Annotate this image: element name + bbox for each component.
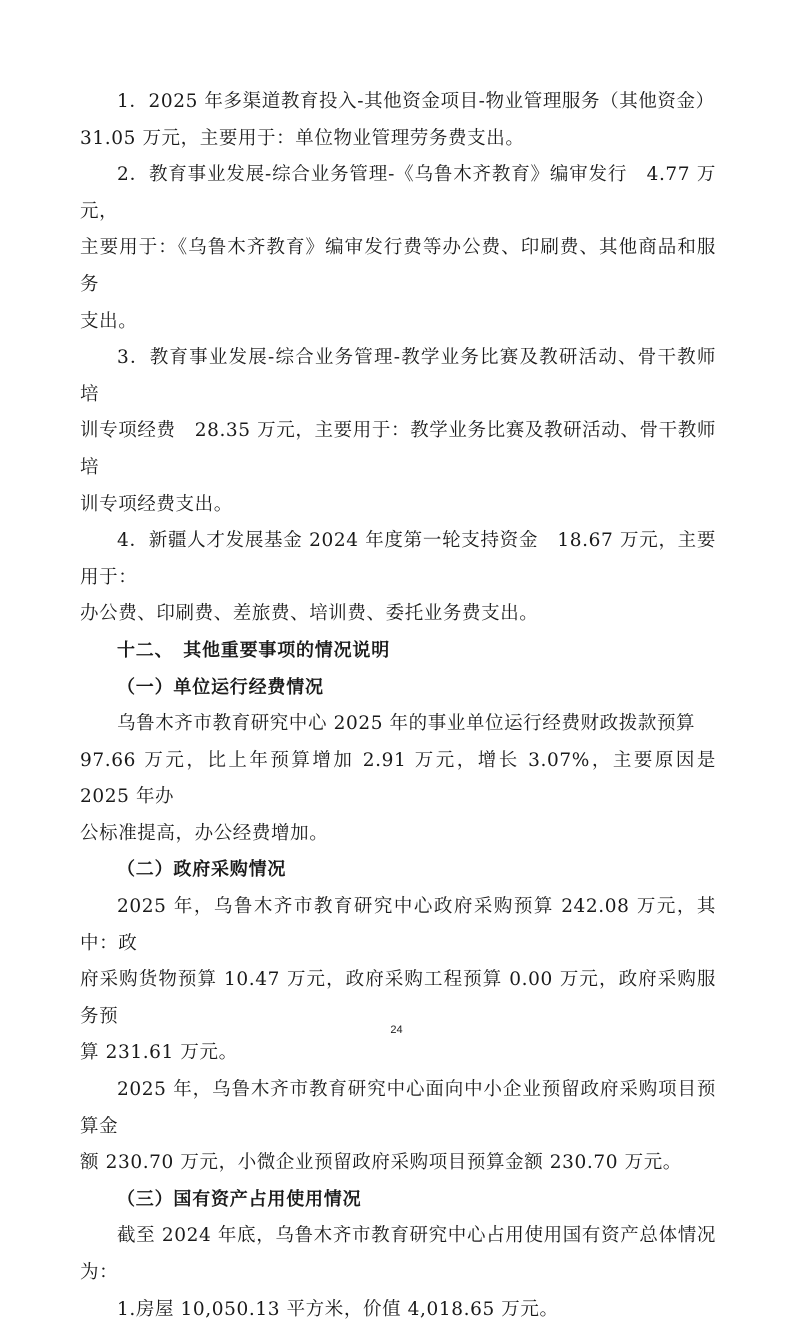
text-line: 府采购货物预算 10.47 万元，政府采购工程预算 0.00 万元，政府采购服务预 bbox=[80, 969, 716, 1027]
section-heading-12: 十二、 其他重要事项的情况说明 bbox=[117, 639, 390, 661]
text-line: 2．教育事业发展-综合业务管理-《乌鲁木齐教育》编审发行 4.77 万元， bbox=[80, 164, 716, 222]
paragraph-item-2-journal-publishing bbox=[80, 157, 716, 340]
paragraph-item-1-property-management bbox=[80, 84, 716, 157]
paragraph-state-assets bbox=[80, 1218, 716, 1328]
text-line: 公标准提高，办公经费增加。 bbox=[80, 822, 329, 844]
text-line: 办公费、印刷费、差旅费、培训费、委托业务费支出。 bbox=[80, 603, 539, 625]
page-number: 24 bbox=[390, 1024, 403, 1036]
text-line: 3．教育事业发展-综合业务管理-教学业务比赛及教研活动、骨干教师培 bbox=[80, 347, 716, 405]
text-line: 97.66 万元，比上年预算增加 2.91 万元，增长 3.07%，主要原因是 2025 年办 bbox=[80, 749, 716, 808]
text-line: 截至 2024 年底，乌鲁木齐市教育研究中心占用使用国有资产总体情况为： bbox=[80, 1225, 716, 1283]
paragraph-procurement-budget bbox=[80, 889, 716, 1072]
document-page bbox=[80, 84, 716, 1328]
text-line: 训专项经费 28.35 万元，主要用于：教学业务比赛及教研活动、骨干教师培 bbox=[80, 420, 716, 478]
text-line: 支出。 bbox=[80, 310, 138, 332]
text-line: 训专项经费支出。 bbox=[80, 493, 233, 515]
text-line: 额 230.70 万元，小微企业预留政府采购项目预算金额 230.70 万元。 bbox=[80, 1152, 682, 1174]
paragraph-item-3-teaching-competition bbox=[80, 340, 716, 523]
paragraph-sme-reserved-procurement bbox=[80, 1072, 716, 1182]
text-line: 2025 年，乌鲁木齐市教育研究中心面向中小企业预留政府采购项目预算金 bbox=[80, 1079, 716, 1137]
text-line: 31.05 万元，主要用于：单位物业管理劳务费支出。 bbox=[80, 127, 525, 149]
subheading-state-assets: （三）国有资产占用使用情况 bbox=[117, 1188, 362, 1210]
subheading-operating-expenses: （一）单位运行经费情况 bbox=[117, 676, 324, 698]
text-line: 1．2025 年多渠道教育投入-其他资金项目-物业管理服务（其他资金） bbox=[117, 91, 715, 112]
text-line: 乌鲁木齐市教育研究中心 2025 年的事业单位运行经费财政拨款预算 bbox=[117, 713, 696, 735]
text-line: 1.房屋 10,050.13 平方米，价值 4,018.65 万元。 bbox=[117, 1298, 559, 1320]
text-line: 2025 年，乌鲁木齐市教育研究中心政府采购预算 242.08 万元，其中：政 bbox=[80, 896, 716, 954]
subheading-government-procurement: （二）政府采购情况 bbox=[117, 859, 287, 881]
text-line: 4．新疆人才发展基金 2024 年度第一轮支持资金 18.67 万元，主要用于： bbox=[80, 530, 716, 588]
text-line: 算 231.61 万元。 bbox=[80, 1042, 238, 1064]
paragraph-item-4-talent-fund bbox=[80, 523, 716, 633]
text-line: 主要用于：《乌鲁木齐教育》编审发行费等办公费、印刷费、其他商品和服务 bbox=[80, 237, 716, 295]
paragraph-operating-expenses bbox=[80, 706, 716, 852]
